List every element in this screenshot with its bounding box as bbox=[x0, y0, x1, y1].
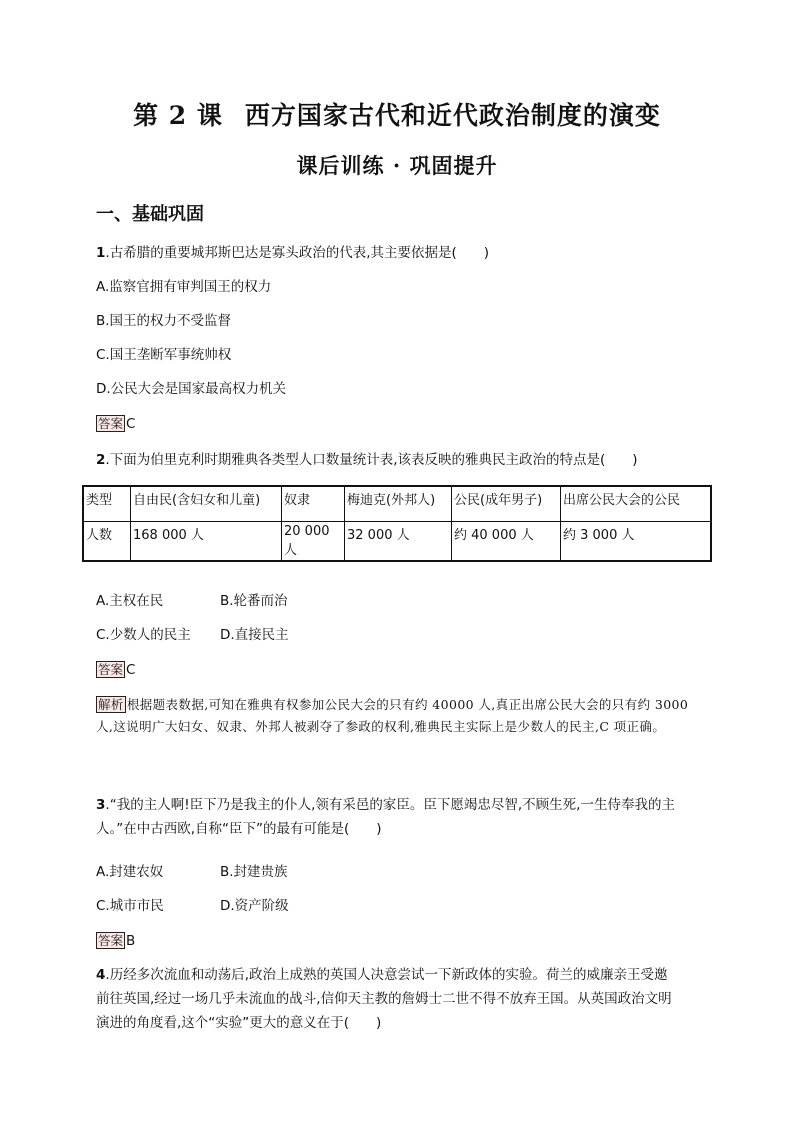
question-4-stem-line-1 bbox=[96, 965, 668, 985]
analysis-text: 根据题表数据,可知在雅典有权参加公民大会的只有约 40000 人,真正出席公民大会的只有约 3000 人,这说明广大妇女、奴隶、外邦人被剥夺了参政的权利,雅典民主实际上是少数人的民主,C 项正确。 bbox=[96, 697, 689, 734]
table-row bbox=[83, 522, 711, 562]
table-cell: 168 000 人 bbox=[131, 522, 282, 562]
table-cell: 人数 bbox=[83, 522, 131, 562]
answer-value: C bbox=[126, 662, 136, 678]
table-cell: 自由民(含妇女和儿童) bbox=[131, 486, 282, 522]
table-cell: 类型 bbox=[83, 486, 131, 522]
question-2-stem bbox=[96, 450, 638, 470]
q1-option-b: B.国王的权力不受监督 bbox=[96, 313, 232, 329]
q1-option-c: C.国王垄断军事统帅权 bbox=[96, 347, 232, 363]
table-cell: 约 40 000 人 bbox=[452, 522, 561, 562]
q1-option-a: A.监察官拥有审判国王的权力 bbox=[96, 279, 272, 295]
question-4-stem-line-2: 前往英国,经过一场几乎未流血的战斗,信仰天主教的詹姆士二世不得不放弃王国。从英国政治文明 bbox=[96, 991, 672, 1007]
q2-option-a: A.主权在民 bbox=[96, 593, 164, 609]
table-cell: 公民(成年男子) bbox=[452, 486, 561, 522]
answer-badge: 答案 bbox=[98, 662, 124, 677]
q2-option-d: D.直接民主 bbox=[220, 627, 289, 643]
population-table bbox=[82, 485, 712, 562]
q3-answer bbox=[96, 931, 135, 951]
question-4-stem-line-3: 演进的角度看,这个“实验”更大的意义在于( ) bbox=[96, 1015, 382, 1031]
q2-option-b: B.轮番而治 bbox=[220, 593, 288, 609]
question-3-stem-line-2: 人。”在中古西欧,自称“臣下”的最有可能是( ) bbox=[96, 821, 382, 837]
table-cell: 奴隶 bbox=[282, 486, 345, 522]
question-text: .古希腊的重要城邦斯巴达是寡头政治的代表,其主要依据是( ) bbox=[105, 245, 490, 261]
lesson-title: 西方国家古代和近代政治制度的演变 bbox=[244, 101, 661, 130]
question-number: 3 bbox=[96, 797, 106, 813]
question-text: .历经多次流血和动荡后,政治上成熟的英国人决意尝试一下新政体的实验。荷兰的威廉亲王受邀 bbox=[105, 967, 668, 983]
q3-option-a: A.封建农奴 bbox=[96, 864, 164, 880]
table-cell: 20 000 人 bbox=[282, 522, 345, 562]
question-3-stem-line-1 bbox=[96, 795, 675, 815]
table-header-row bbox=[83, 486, 711, 522]
q1-answer bbox=[96, 414, 135, 434]
answer-badge: 答案 bbox=[98, 416, 124, 431]
answer-value: C bbox=[126, 416, 136, 432]
table-cell: 出席公民大会的公民 bbox=[561, 486, 712, 522]
q2-options-row-2 bbox=[96, 625, 289, 645]
question-number: 1 bbox=[96, 245, 106, 261]
q2-answer bbox=[96, 660, 135, 680]
q1-option-d: D.公民大会是国家最高权力机关 bbox=[96, 381, 287, 397]
table-cell: 32 000 人 bbox=[345, 522, 452, 562]
question-text: .下面为伯里克利时期雅典各类型人口数量统计表,该表反映的雅典民主政治的特点是( ) bbox=[105, 452, 638, 468]
analysis-badge: 解析 bbox=[98, 697, 124, 712]
page-title bbox=[0, 96, 794, 132]
lesson-number: 第 2 课 bbox=[133, 101, 223, 130]
q3-options-row-2 bbox=[96, 896, 289, 916]
answer-value: B bbox=[126, 933, 136, 949]
section-heading: 一、基础巩固 bbox=[96, 204, 204, 225]
q2-options-row-1 bbox=[96, 591, 288, 611]
q2-option-c: C.少数人的民主 bbox=[96, 627, 191, 643]
q2-analysis bbox=[96, 694, 704, 738]
q3-option-b: B.封建贵族 bbox=[220, 864, 288, 880]
question-number: 2 bbox=[96, 452, 106, 468]
table-cell: 梅迪克(外邦人) bbox=[345, 486, 452, 522]
q3-options-row-1 bbox=[96, 862, 288, 882]
page-subtitle: 课后训练 · 巩固提升 bbox=[296, 153, 498, 178]
table-cell: 约 3 000 人 bbox=[561, 522, 712, 562]
question-number: 4 bbox=[96, 967, 106, 983]
question-1-stem bbox=[96, 243, 489, 263]
answer-badge: 答案 bbox=[98, 933, 124, 948]
q3-option-c: C.城市市民 bbox=[96, 898, 164, 914]
q3-option-d: D.资产阶级 bbox=[220, 898, 289, 914]
question-text: .“我的主人啊!臣下乃是我主的仆人,领有采邑的家臣。臣下愿竭忠尽智,不顾生死,一生侍奉我的主 bbox=[105, 797, 675, 813]
